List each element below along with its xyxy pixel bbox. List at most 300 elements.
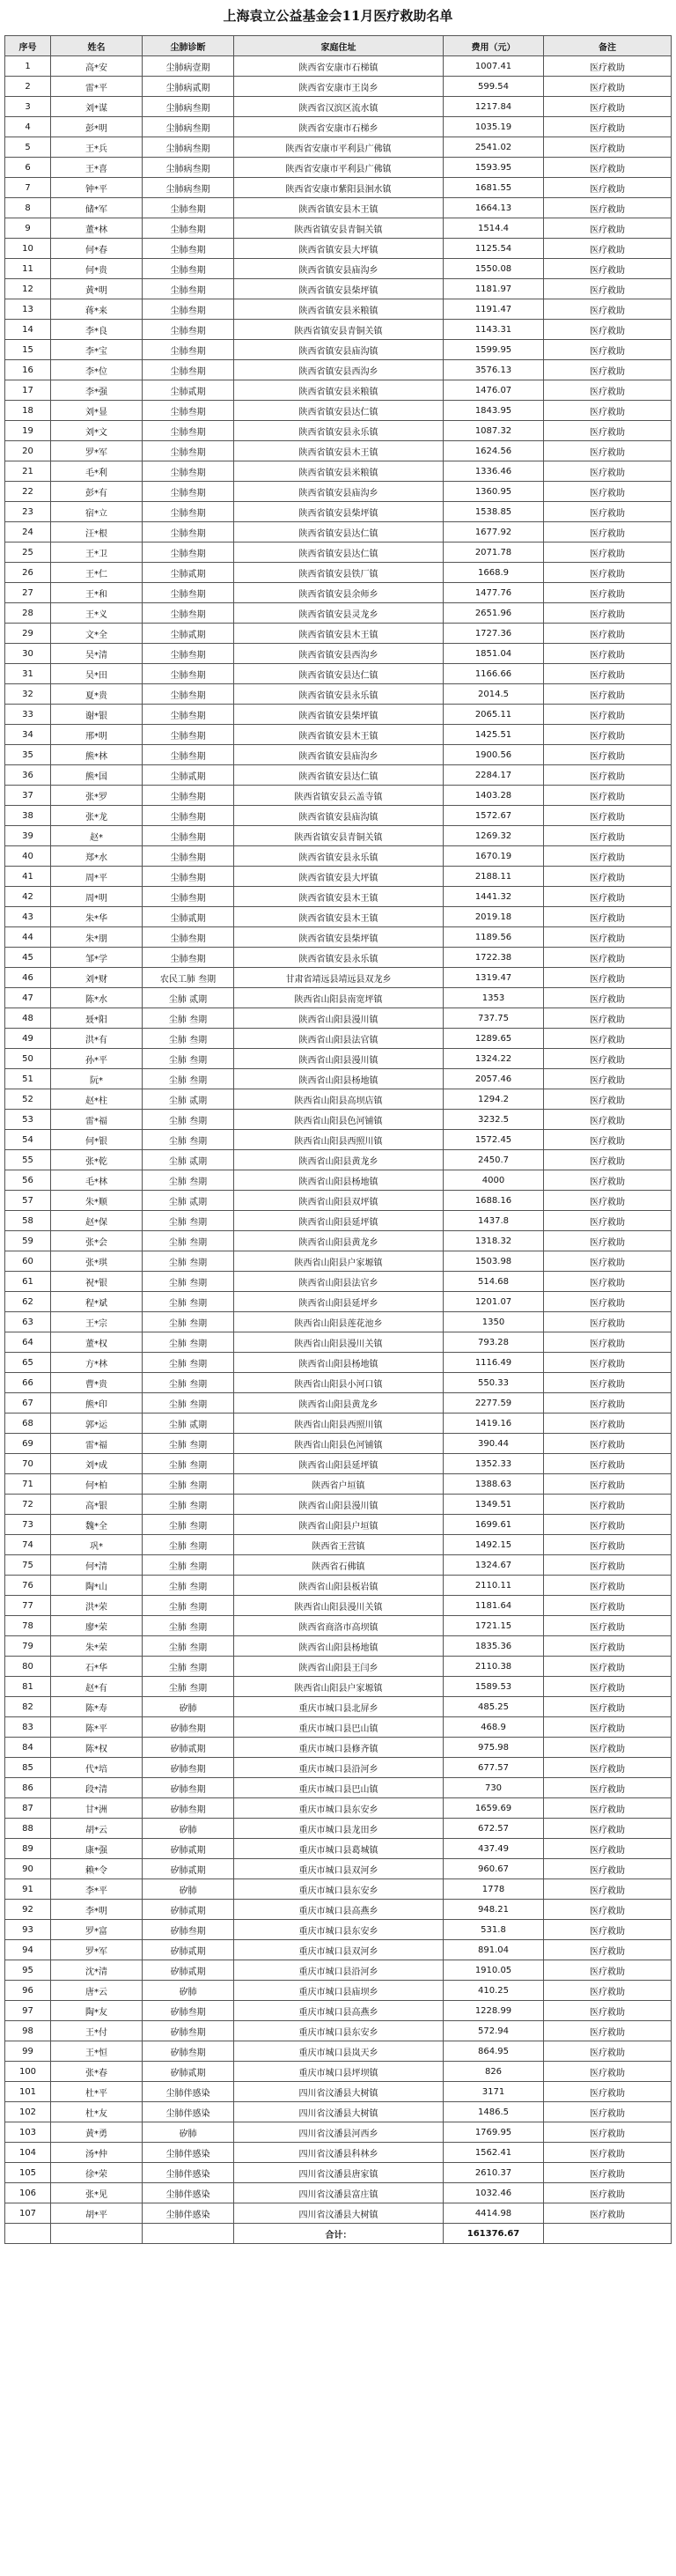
table-row bbox=[5, 2163, 672, 2183]
table-row bbox=[5, 765, 672, 786]
cell-address: 陕西省镇安县柴坪镇 bbox=[234, 502, 444, 522]
table-row bbox=[5, 1697, 672, 1717]
table-row bbox=[5, 1879, 672, 1900]
table-row bbox=[5, 887, 672, 907]
cell-note: 医疗救助 bbox=[544, 1920, 672, 1940]
cell-name: 熊*林 bbox=[51, 745, 143, 765]
cell-name: 毛*林 bbox=[51, 1170, 143, 1191]
cell-name: 徐*荣 bbox=[51, 2163, 143, 2183]
cell-fee: 864.95 bbox=[444, 2041, 544, 2062]
cell-diagnosis: 尘肺 叁期 bbox=[143, 1130, 234, 1150]
cell-note: 医疗救助 bbox=[544, 1049, 672, 1069]
cell-note: 医疗救助 bbox=[544, 2062, 672, 2082]
total-empty-cell bbox=[51, 2224, 143, 2244]
cell-note: 医疗救助 bbox=[544, 867, 672, 887]
cell-address: 陕西省山阳县法官乡 bbox=[234, 1272, 444, 1292]
cell-name: 邢*明 bbox=[51, 725, 143, 745]
cell-fee: 1228.99 bbox=[444, 2001, 544, 2021]
cell-diagnosis: 尘肺伴感染 bbox=[143, 2102, 234, 2122]
cell-name: 赵*柱 bbox=[51, 1089, 143, 1110]
table-row bbox=[5, 1636, 672, 1657]
cell-address: 陕西省镇安县木王镇 bbox=[234, 887, 444, 907]
cell-fee: 1352.33 bbox=[444, 1454, 544, 1474]
cell-diagnosis: 矽肺叁期 bbox=[143, 1920, 234, 1940]
cell-index: 93 bbox=[5, 1920, 51, 1940]
cell-name: 石*华 bbox=[51, 1657, 143, 1677]
cell-index: 7 bbox=[5, 178, 51, 198]
cell-address: 陕西省山阳县杨地镇 bbox=[234, 1636, 444, 1657]
cell-diagnosis: 尘肺叁期 bbox=[143, 603, 234, 624]
cell-diagnosis: 尘肺叁期 bbox=[143, 522, 234, 543]
cell-name: 段*清 bbox=[51, 1778, 143, 1798]
cell-note: 医疗救助 bbox=[544, 765, 672, 786]
cell-note: 医疗救助 bbox=[544, 502, 672, 522]
cell-index: 37 bbox=[5, 786, 51, 806]
cell-fee: 1589.53 bbox=[444, 1677, 544, 1697]
cell-name: 董*林 bbox=[51, 218, 143, 239]
cell-index: 58 bbox=[5, 1211, 51, 1231]
cell-index: 85 bbox=[5, 1758, 51, 1778]
cell-diagnosis: 尘肺病叁期 bbox=[143, 117, 234, 137]
cell-note: 医疗救助 bbox=[544, 1495, 672, 1515]
cell-note: 医疗救助 bbox=[544, 624, 672, 644]
cell-fee: 2284.17 bbox=[444, 765, 544, 786]
cell-index: 104 bbox=[5, 2143, 51, 2163]
cell-fee: 2014.5 bbox=[444, 684, 544, 705]
cell-diagnosis: 尘肺叁期 bbox=[143, 340, 234, 360]
cell-index: 26 bbox=[5, 563, 51, 583]
cell-fee: 4414.98 bbox=[444, 2203, 544, 2224]
cell-name: 黄*明 bbox=[51, 279, 143, 299]
cell-fee: 4000 bbox=[444, 1170, 544, 1191]
cell-address: 陕西省镇安县永乐镇 bbox=[234, 684, 444, 705]
cell-name: 刘*成 bbox=[51, 1454, 143, 1474]
cell-fee: 1007.41 bbox=[444, 56, 544, 77]
cell-name: 陶*友 bbox=[51, 2001, 143, 2021]
cell-fee: 891.04 bbox=[444, 1940, 544, 1960]
table-row bbox=[5, 279, 672, 299]
cell-name: 罗*军 bbox=[51, 441, 143, 461]
cell-address: 陕西省安康市王岗乡 bbox=[234, 77, 444, 97]
cell-name: 康*强 bbox=[51, 1839, 143, 1859]
table-row bbox=[5, 2143, 672, 2163]
cell-index: 79 bbox=[5, 1636, 51, 1657]
table-row bbox=[5, 421, 672, 441]
cell-index: 29 bbox=[5, 624, 51, 644]
cell-index: 40 bbox=[5, 846, 51, 867]
cell-fee: 1843.95 bbox=[444, 401, 544, 421]
cell-fee: 1664.13 bbox=[444, 198, 544, 218]
cell-note: 医疗救助 bbox=[544, 2102, 672, 2122]
cell-fee: 1191.47 bbox=[444, 299, 544, 320]
cell-diagnosis: 尘肺 贰期 bbox=[143, 1150, 234, 1170]
cell-address: 陕西省山阳县西照川镇 bbox=[234, 1413, 444, 1434]
cell-name: 雷*福 bbox=[51, 1434, 143, 1454]
cell-index: 72 bbox=[5, 1495, 51, 1515]
cell-address: 陕西省镇安县大坪镇 bbox=[234, 867, 444, 887]
cell-note: 医疗救助 bbox=[544, 1839, 672, 1859]
table-row bbox=[5, 522, 672, 543]
cell-diagnosis: 尘肺 叁期 bbox=[143, 1332, 234, 1353]
cell-name: 何*贵 bbox=[51, 259, 143, 279]
cell-fee: 437.49 bbox=[444, 1839, 544, 1859]
cell-name: 汤*仲 bbox=[51, 2143, 143, 2163]
table-row bbox=[5, 948, 672, 968]
total-label: 合计： bbox=[234, 2224, 444, 2244]
cell-address: 陕西省镇安县木王镇 bbox=[234, 725, 444, 745]
cell-address: 重庆市城口县龙田乡 bbox=[234, 1819, 444, 1839]
cell-note: 医疗救助 bbox=[544, 745, 672, 765]
cell-diagnosis: 尘肺 叁期 bbox=[143, 1555, 234, 1576]
cell-name: 罗*富 bbox=[51, 1920, 143, 1940]
cell-name: 张*琪 bbox=[51, 1251, 143, 1272]
cell-address: 陕西省镇安县柴坪镇 bbox=[234, 279, 444, 299]
table-row bbox=[5, 907, 672, 927]
cell-fee: 550.33 bbox=[444, 1373, 544, 1393]
cell-diagnosis: 尘肺 叁期 bbox=[143, 1576, 234, 1596]
cell-diagnosis: 尘肺叁期 bbox=[143, 482, 234, 502]
cell-index: 63 bbox=[5, 1312, 51, 1332]
cell-diagnosis: 尘肺病叁期 bbox=[143, 137, 234, 158]
cell-note: 医疗救助 bbox=[544, 2082, 672, 2102]
cell-address: 陕西省山阳县杨地镇 bbox=[234, 1069, 444, 1089]
cell-index: 86 bbox=[5, 1778, 51, 1798]
cell-note: 医疗救助 bbox=[544, 1981, 672, 2001]
cell-index: 89 bbox=[5, 1839, 51, 1859]
header-name: 姓名 bbox=[51, 36, 143, 56]
cell-name: 高*安 bbox=[51, 56, 143, 77]
table-row bbox=[5, 968, 672, 988]
table-row bbox=[5, 1555, 672, 1576]
cell-note: 医疗救助 bbox=[544, 1150, 672, 1170]
cell-diagnosis: 尘肺 叁期 bbox=[143, 1110, 234, 1130]
cell-name: 王*仁 bbox=[51, 563, 143, 583]
cell-note: 医疗救助 bbox=[544, 1960, 672, 1981]
cell-fee: 1201.07 bbox=[444, 1292, 544, 1312]
cell-fee: 1087.32 bbox=[444, 421, 544, 441]
cell-name: 雷*平 bbox=[51, 77, 143, 97]
cell-note: 医疗救助 bbox=[544, 522, 672, 543]
cell-diagnosis: 尘肺病壹期 bbox=[143, 56, 234, 77]
cell-name: 洪*有 bbox=[51, 1029, 143, 1049]
cell-note: 医疗救助 bbox=[544, 421, 672, 441]
cell-name: 唐*云 bbox=[51, 1981, 143, 2001]
cell-note: 医疗救助 bbox=[544, 1434, 672, 1454]
cell-note: 医疗救助 bbox=[544, 1879, 672, 1900]
table-row bbox=[5, 482, 672, 502]
cell-diagnosis: 尘肺 叁期 bbox=[143, 1029, 234, 1049]
cell-index: 73 bbox=[5, 1515, 51, 1535]
cell-diagnosis: 尘肺病叁期 bbox=[143, 97, 234, 117]
cell-fee: 1624.56 bbox=[444, 441, 544, 461]
cell-note: 医疗救助 bbox=[544, 1535, 672, 1555]
cell-index: 87 bbox=[5, 1798, 51, 1819]
cell-address: 陕西省山阳县杨地镇 bbox=[234, 1353, 444, 1373]
cell-note: 医疗救助 bbox=[544, 2001, 672, 2021]
table-row bbox=[5, 2062, 672, 2082]
cell-note: 医疗救助 bbox=[544, 684, 672, 705]
cell-diagnosis: 尘肺贰期 bbox=[143, 907, 234, 927]
cell-fee: 2541.02 bbox=[444, 137, 544, 158]
table-row bbox=[5, 1515, 672, 1535]
cell-name: 方*林 bbox=[51, 1353, 143, 1373]
cell-fee: 1318.32 bbox=[444, 1231, 544, 1251]
cell-name: 高*银 bbox=[51, 1495, 143, 1515]
cell-address: 陕西省镇安县永乐镇 bbox=[234, 421, 444, 441]
cell-fee: 2065.11 bbox=[444, 705, 544, 725]
table-row bbox=[5, 1981, 672, 2001]
cell-note: 医疗救助 bbox=[544, 1413, 672, 1434]
cell-diagnosis: 尘肺叁期 bbox=[143, 806, 234, 826]
cell-diagnosis: 尘肺 叁期 bbox=[143, 1312, 234, 1332]
cell-index: 65 bbox=[5, 1353, 51, 1373]
cell-fee: 1599.95 bbox=[444, 340, 544, 360]
cell-name: 刘*显 bbox=[51, 401, 143, 421]
cell-address: 陕西省镇安县达仁镇 bbox=[234, 401, 444, 421]
cell-note: 医疗救助 bbox=[544, 1819, 672, 1839]
cell-note: 医疗救助 bbox=[544, 137, 672, 158]
cell-diagnosis: 尘肺 贰期 bbox=[143, 988, 234, 1008]
cell-index: 53 bbox=[5, 1110, 51, 1130]
cell-name: 刘*文 bbox=[51, 421, 143, 441]
cell-index: 13 bbox=[5, 299, 51, 320]
cell-address: 重庆市城口县高燕乡 bbox=[234, 2001, 444, 2021]
cell-fee: 2651.96 bbox=[444, 603, 544, 624]
cell-index: 2 bbox=[5, 77, 51, 97]
table-row bbox=[5, 543, 672, 563]
cell-address: 陕西省山阳县户家塬镇 bbox=[234, 1677, 444, 1697]
cell-name: 周*明 bbox=[51, 887, 143, 907]
cell-index: 54 bbox=[5, 1130, 51, 1150]
cell-fee: 1289.65 bbox=[444, 1029, 544, 1049]
cell-address: 陕西省安康市平利县广佛镇 bbox=[234, 137, 444, 158]
cell-address: 陕西省山阳县漫川镇 bbox=[234, 1049, 444, 1069]
cell-address: 陕西省镇安县庙沟乡 bbox=[234, 259, 444, 279]
cell-index: 9 bbox=[5, 218, 51, 239]
cell-address: 重庆市城口县双河乡 bbox=[234, 1859, 444, 1879]
cell-address: 陕西省山阳县延坪镇 bbox=[234, 1211, 444, 1231]
header-address: 家庭住址 bbox=[234, 36, 444, 56]
cell-note: 医疗救助 bbox=[544, 1555, 672, 1576]
header-diagnosis: 尘肺诊断 bbox=[143, 36, 234, 56]
table-row bbox=[5, 745, 672, 765]
cell-index: 5 bbox=[5, 137, 51, 158]
cell-index: 100 bbox=[5, 2062, 51, 2082]
cell-address: 陕西省山阳县色河铺镇 bbox=[234, 1434, 444, 1454]
cell-fee: 1851.04 bbox=[444, 644, 544, 664]
cell-fee: 1900.56 bbox=[444, 745, 544, 765]
cell-fee: 1727.36 bbox=[444, 624, 544, 644]
table-row bbox=[5, 1474, 672, 1495]
cell-diagnosis: 尘肺 叁期 bbox=[143, 1636, 234, 1657]
cell-address: 陕西省镇安县永乐镇 bbox=[234, 948, 444, 968]
cell-index: 43 bbox=[5, 907, 51, 927]
cell-diagnosis: 矽肺贰期 bbox=[143, 1940, 234, 1960]
cell-index: 1 bbox=[5, 56, 51, 77]
cell-index: 42 bbox=[5, 887, 51, 907]
cell-fee: 1562.41 bbox=[444, 2143, 544, 2163]
cell-diagnosis: 尘肺伴感染 bbox=[143, 2203, 234, 2224]
cell-address: 陕西省山阳县杨地镇 bbox=[234, 1170, 444, 1191]
cell-name: 文*全 bbox=[51, 624, 143, 644]
cell-address: 重庆市城口县庙坝乡 bbox=[234, 1981, 444, 2001]
table-row bbox=[5, 1596, 672, 1616]
cell-diagnosis: 尘肺 叁期 bbox=[143, 1049, 234, 1069]
cell-fee: 1336.46 bbox=[444, 461, 544, 482]
document-title: 上海袁立公益基金会11月医疗救助名单 bbox=[223, 8, 453, 24]
cell-fee: 1419.16 bbox=[444, 1413, 544, 1434]
cell-note: 医疗救助 bbox=[544, 2203, 672, 2224]
cell-note: 医疗救助 bbox=[544, 56, 672, 77]
cell-fee: 1668.9 bbox=[444, 563, 544, 583]
cell-diagnosis: 尘肺 叁期 bbox=[143, 1272, 234, 1292]
table-row bbox=[5, 2203, 672, 2224]
cell-fee: 1269.32 bbox=[444, 826, 544, 846]
table-row bbox=[5, 1170, 672, 1191]
cell-index: 35 bbox=[5, 745, 51, 765]
cell-name: 蒋*来 bbox=[51, 299, 143, 320]
cell-name: 储*军 bbox=[51, 198, 143, 218]
table-row bbox=[5, 583, 672, 603]
cell-diagnosis: 尘肺贰期 bbox=[143, 765, 234, 786]
cell-note: 医疗救助 bbox=[544, 1373, 672, 1393]
cell-index: 92 bbox=[5, 1900, 51, 1920]
cell-address: 陕西省镇安县木王镇 bbox=[234, 907, 444, 927]
cell-fee: 1572.67 bbox=[444, 806, 544, 826]
cell-diagnosis: 尘肺贰期 bbox=[143, 563, 234, 583]
cell-fee: 1125.54 bbox=[444, 239, 544, 259]
cell-index: 45 bbox=[5, 948, 51, 968]
table-row bbox=[5, 1657, 672, 1677]
table-row bbox=[5, 259, 672, 279]
cell-name: 代*培 bbox=[51, 1758, 143, 1778]
cell-note: 医疗救助 bbox=[544, 1272, 672, 1292]
cell-fee: 410.25 bbox=[444, 1981, 544, 2001]
cell-address: 陕西省山阳县漫川关镇 bbox=[234, 1596, 444, 1616]
cell-diagnosis: 尘肺叁期 bbox=[143, 846, 234, 867]
cell-name: 张*罗 bbox=[51, 786, 143, 806]
cell-name: 阮* bbox=[51, 1069, 143, 1089]
cell-index: 105 bbox=[5, 2163, 51, 2183]
cell-diagnosis: 尘肺 叁期 bbox=[143, 1251, 234, 1272]
cell-diagnosis: 尘肺叁期 bbox=[143, 299, 234, 320]
table-row bbox=[5, 1535, 672, 1555]
cell-note: 医疗救助 bbox=[544, 299, 672, 320]
cell-note: 医疗救助 bbox=[544, 968, 672, 988]
cell-note: 医疗救助 bbox=[544, 1312, 672, 1332]
table-row bbox=[5, 988, 672, 1008]
cell-note: 医疗救助 bbox=[544, 1697, 672, 1717]
cell-index: 44 bbox=[5, 927, 51, 948]
cell-name: 朱*朋 bbox=[51, 927, 143, 948]
cell-diagnosis: 矽肺贰期 bbox=[143, 2062, 234, 2082]
cell-name: 曹*贵 bbox=[51, 1373, 143, 1393]
cell-diagnosis: 矽肺贰期 bbox=[143, 1839, 234, 1859]
total-empty-cell bbox=[143, 2224, 234, 2244]
cell-index: 50 bbox=[5, 1049, 51, 1069]
cell-note: 医疗救助 bbox=[544, 1353, 672, 1373]
cell-index: 24 bbox=[5, 522, 51, 543]
cell-address: 四川省汶潘县大树镇 bbox=[234, 2082, 444, 2102]
cell-note: 医疗救助 bbox=[544, 198, 672, 218]
cell-fee: 826 bbox=[444, 2062, 544, 2082]
cell-fee: 1721.15 bbox=[444, 1616, 544, 1636]
cell-fee: 1681.55 bbox=[444, 178, 544, 198]
cell-note: 医疗救助 bbox=[544, 2163, 672, 2183]
table-header bbox=[5, 36, 672, 56]
cell-diagnosis: 尘肺叁期 bbox=[143, 867, 234, 887]
cell-diagnosis: 矽肺叁期 bbox=[143, 2041, 234, 2062]
table-row bbox=[5, 117, 672, 137]
table-row bbox=[5, 806, 672, 826]
cell-index: 6 bbox=[5, 158, 51, 178]
cell-name: 洪*荣 bbox=[51, 1596, 143, 1616]
cell-fee: 1593.95 bbox=[444, 158, 544, 178]
cell-name: 陈*平 bbox=[51, 1717, 143, 1738]
cell-name: 彭*明 bbox=[51, 117, 143, 137]
cell-address: 重庆市城口县葛城镇 bbox=[234, 1839, 444, 1859]
cell-fee: 1670.19 bbox=[444, 846, 544, 867]
cell-note: 医疗救助 bbox=[544, 178, 672, 198]
table-row bbox=[5, 1940, 672, 1960]
cell-address: 甘肃省靖远县靖远县双龙乡 bbox=[234, 968, 444, 988]
cell-diagnosis: 尘肺 叁期 bbox=[143, 1069, 234, 1089]
header-note: 备注 bbox=[544, 36, 672, 56]
cell-index: 66 bbox=[5, 1373, 51, 1393]
cell-note: 医疗救助 bbox=[544, 1474, 672, 1495]
table-row bbox=[5, 624, 672, 644]
cell-note: 医疗救助 bbox=[544, 1636, 672, 1657]
cell-fee: 948.21 bbox=[444, 1900, 544, 1920]
cell-address: 陕西省镇安县木王镇 bbox=[234, 198, 444, 218]
cell-note: 医疗救助 bbox=[544, 1940, 672, 1960]
cell-index: 38 bbox=[5, 806, 51, 826]
cell-diagnosis: 矽肺 bbox=[143, 1697, 234, 1717]
cell-fee: 1677.92 bbox=[444, 522, 544, 543]
cell-fee: 1143.31 bbox=[444, 320, 544, 340]
cell-note: 医疗救助 bbox=[544, 1717, 672, 1738]
cell-note: 医疗救助 bbox=[544, 1069, 672, 1089]
table-row bbox=[5, 846, 672, 867]
cell-index: 46 bbox=[5, 968, 51, 988]
cell-index: 77 bbox=[5, 1596, 51, 1616]
cell-diagnosis: 尘肺叁期 bbox=[143, 239, 234, 259]
cell-fee: 1835.36 bbox=[444, 1636, 544, 1657]
header-row bbox=[5, 36, 672, 56]
cell-address: 陕西省镇安县达仁镇 bbox=[234, 664, 444, 684]
table-row bbox=[5, 97, 672, 117]
table-row bbox=[5, 1332, 672, 1353]
table-row bbox=[5, 1353, 672, 1373]
cell-diagnosis: 尘肺贰期 bbox=[143, 624, 234, 644]
cell-address: 陕西省镇安县木王镇 bbox=[234, 441, 444, 461]
cell-diagnosis: 尘肺 贰期 bbox=[143, 1191, 234, 1211]
cell-name: 祝*银 bbox=[51, 1272, 143, 1292]
cell-address: 陕西省山阳县法官镇 bbox=[234, 1029, 444, 1049]
cell-address: 重庆市城口县东安乡 bbox=[234, 1879, 444, 1900]
table-row bbox=[5, 441, 672, 461]
cell-fee: 975.98 bbox=[444, 1738, 544, 1758]
cell-fee: 1166.66 bbox=[444, 664, 544, 684]
cell-index: 107 bbox=[5, 2203, 51, 2224]
cell-diagnosis: 尘肺伴感染 bbox=[143, 2163, 234, 2183]
cell-fee: 1032.46 bbox=[444, 2183, 544, 2203]
cell-address: 重庆市城口县东安乡 bbox=[234, 2021, 444, 2041]
cell-fee: 1116.49 bbox=[444, 1353, 544, 1373]
table-row bbox=[5, 502, 672, 522]
cell-diagnosis: 尘肺叁期 bbox=[143, 259, 234, 279]
cell-index: 88 bbox=[5, 1819, 51, 1839]
